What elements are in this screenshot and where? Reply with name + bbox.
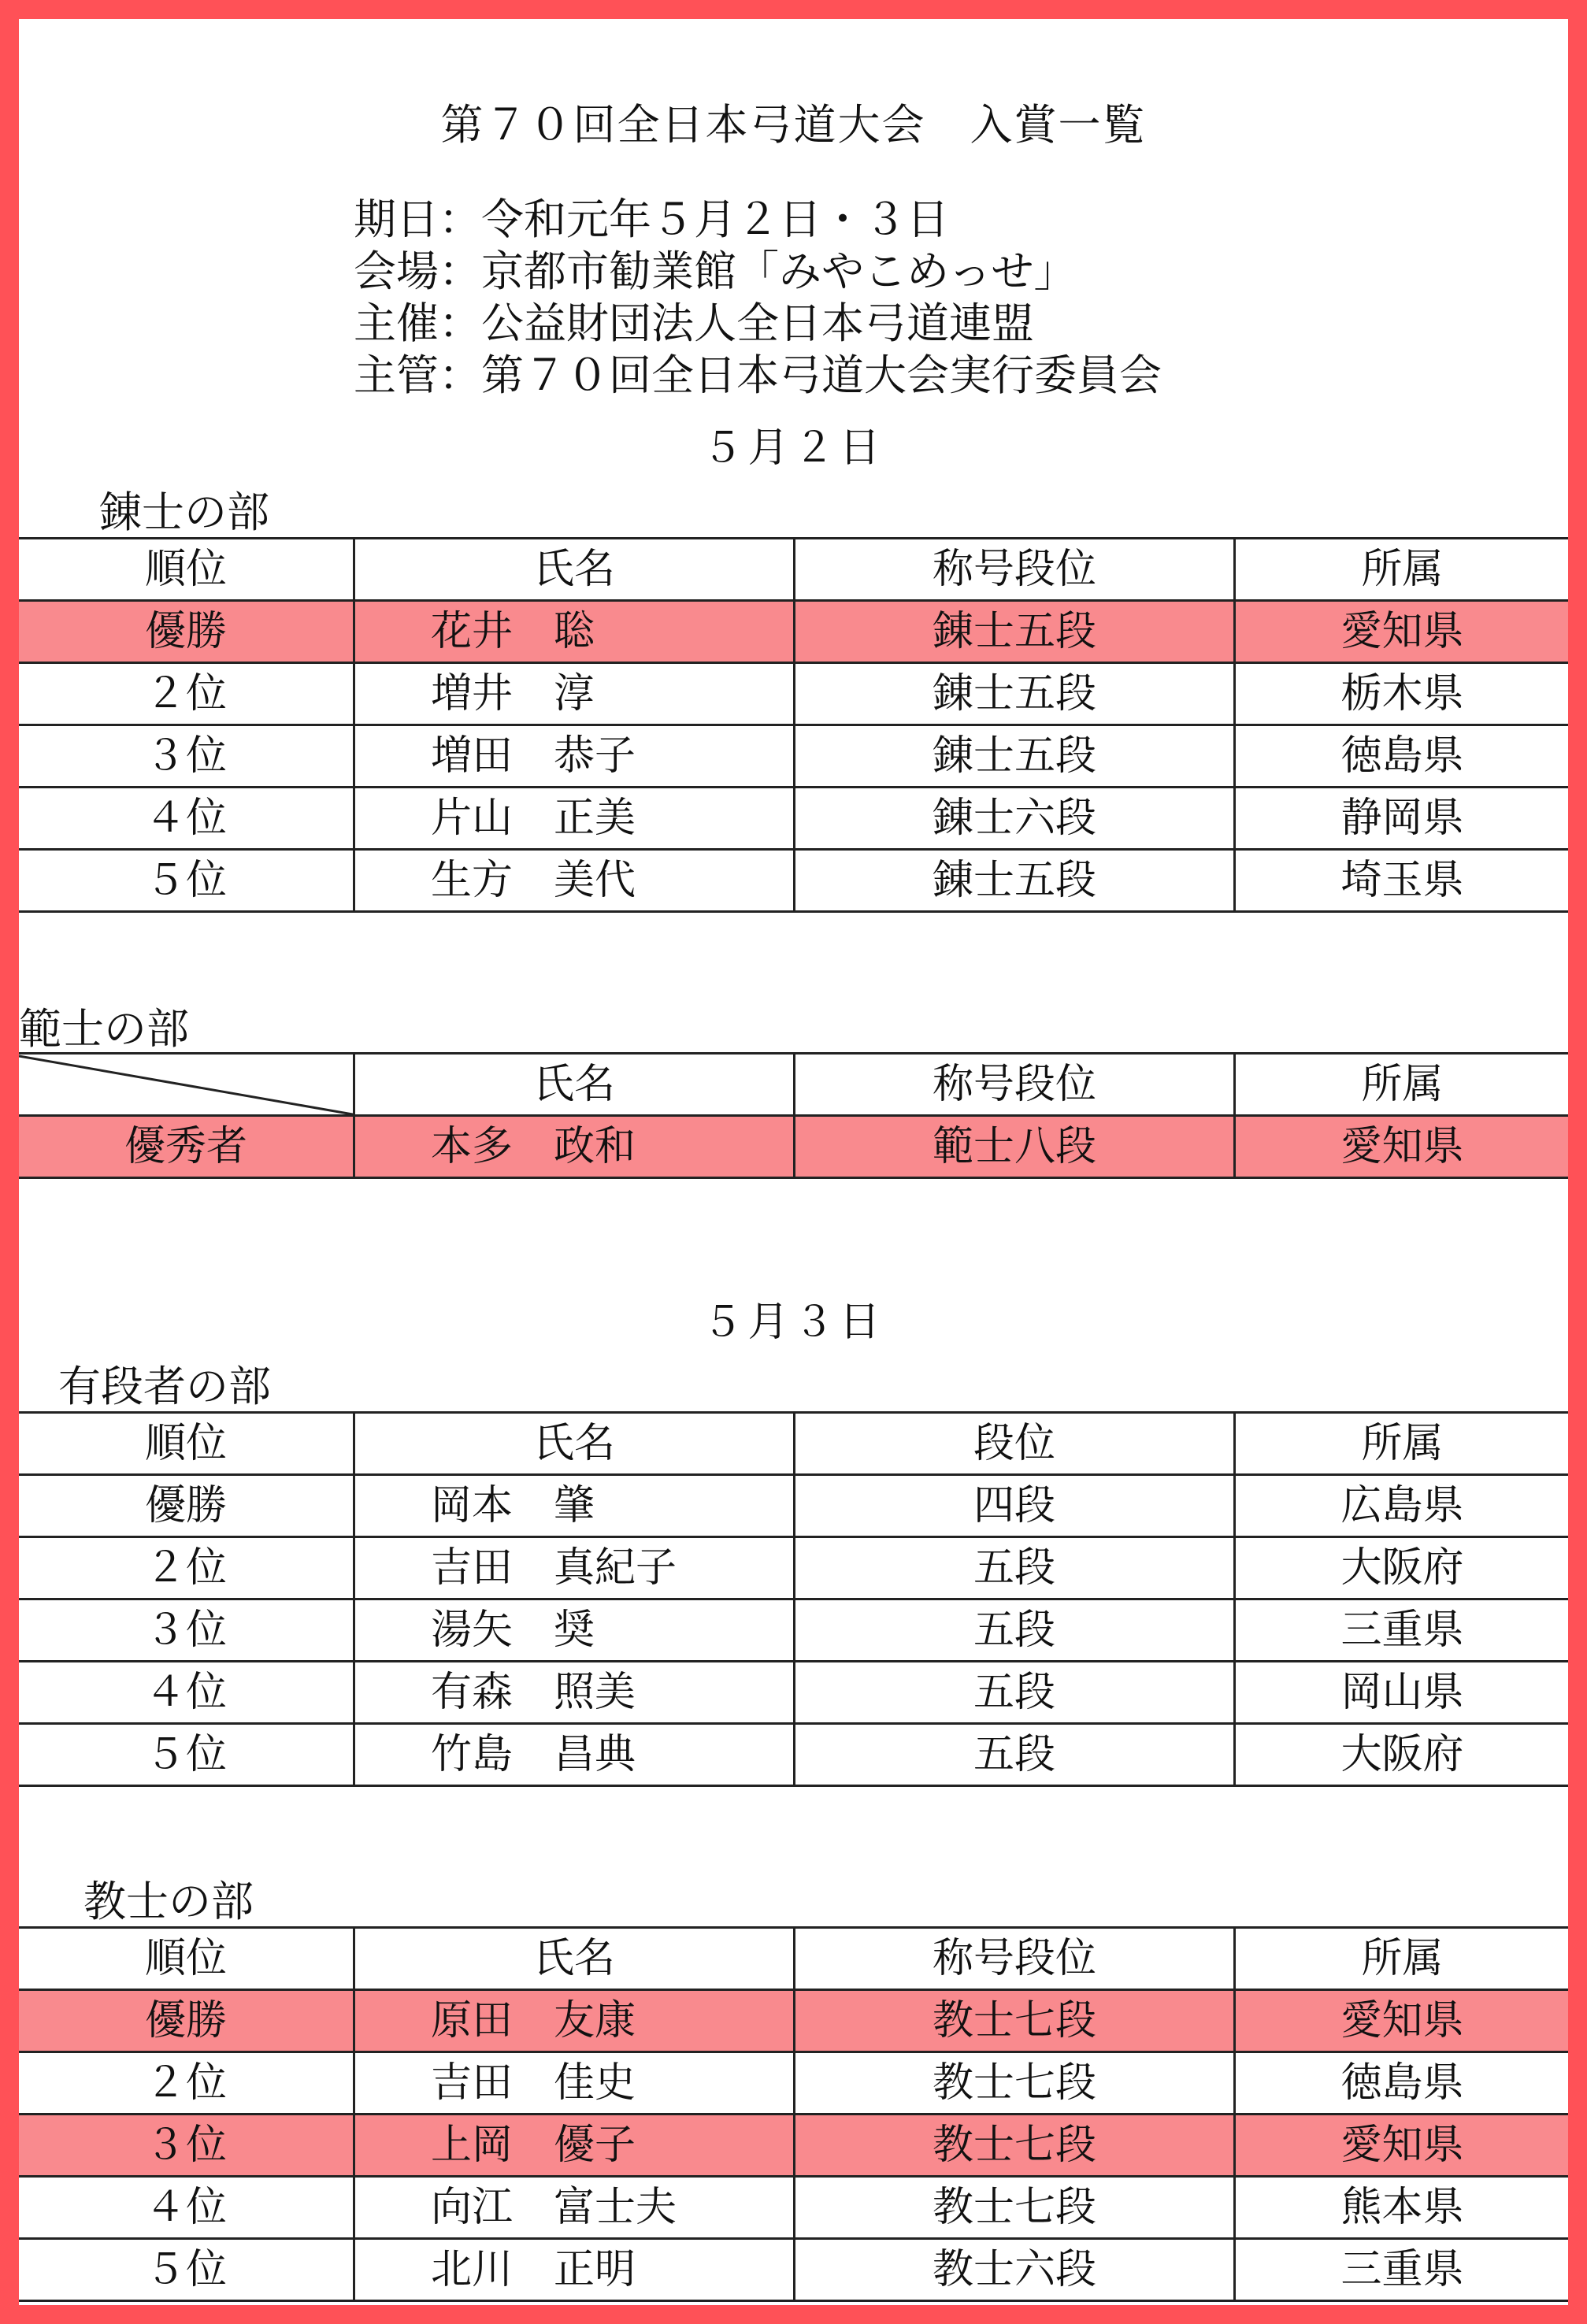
pref-cell: 広島県 [1235,1475,1569,1537]
event-organizer-line: 主管：第７０回全日本弓道大会実行委員会 [354,350,1162,400]
rank-cell: ５位 [19,1724,354,1786]
event-date-line: 期日：令和元年５月２日・３日 [354,195,949,244]
grade-cell: 錬士五段 [795,601,1235,663]
rank-cell: ３位 [19,725,354,788]
pref-cell: 大阪府 [1235,1724,1569,1786]
table-row [19,1116,1568,1178]
yudansha-results-table [19,1411,1568,1787]
hanshi-section-label: 範士の部 [19,1004,189,1054]
table-row [19,1599,1568,1662]
day2-date: ５月３日 [702,1299,885,1346]
table-row [19,663,1568,725]
table-row [19,2177,1568,2239]
header-rank: 順位 [19,539,354,601]
renshi-results-table [19,537,1568,913]
table-header-row [19,1413,1568,1475]
document-sheet [19,19,1568,2305]
grade-cell: 五段 [795,1724,1235,1786]
grade-cell: 教士七段 [795,1990,1235,2052]
table-row [19,2115,1568,2177]
name-cell: 生方 美代 [354,850,795,912]
name-cell: 花井 聡 [354,601,795,663]
grade-cell: 範士八段 [795,1116,1235,1178]
table-row [19,1662,1568,1724]
header-pref: 所属 [1235,1054,1569,1116]
grade-cell: 教士六段 [795,2239,1235,2301]
pref-cell: 愛知県 [1235,1990,1569,2052]
day1-date: ５月２日 [702,424,885,472]
header-pref: 所属 [1235,539,1569,601]
rank-cell: 優勝 [19,1990,354,2052]
table-header-row [19,539,1568,601]
header-name: 氏名 [354,1054,795,1116]
rank-cell: ２位 [19,1537,354,1599]
rank-cell: ４位 [19,1662,354,1724]
table-row [19,1990,1568,2052]
kyoshi-section-label: 教士の部 [83,1877,254,1926]
pref-cell: 熊本県 [1235,2177,1569,2239]
table-row [19,1475,1568,1537]
name-cell: 片山 正美 [354,788,795,850]
rank-cell: ２位 [19,2052,354,2115]
page-title: 第７０回全日本弓道大会 入賞一覧 [440,100,1147,150]
header-name: 氏名 [354,1928,795,1990]
table-row [19,850,1568,912]
name-cell: 増井 淳 [354,663,795,725]
name-cell: 湯矢 奨 [354,1599,795,1662]
table-row [19,2052,1568,2115]
yudansha-section-label: 有段者の部 [58,1362,271,1411]
pref-cell: 愛知県 [1235,1116,1569,1178]
table-header-row [19,1054,1568,1116]
rank-cell: 優勝 [19,1475,354,1537]
header-pref: 所属 [1235,1413,1569,1475]
grade-cell: 錬士六段 [795,788,1235,850]
rank-cell: ４位 [19,2177,354,2239]
name-cell: 竹島 昌典 [354,1724,795,1786]
table-row [19,601,1568,663]
name-cell: 上岡 優子 [354,2115,795,2177]
table-row [19,1724,1568,1786]
pref-cell: 大阪府 [1235,1537,1569,1599]
diagonal-line-icon [19,1055,353,1114]
grade-cell: 錬士五段 [795,850,1235,912]
header-rank: 順位 [19,1928,354,1990]
event-host-line: 主催：公益財団法人全日本弓道連盟 [354,298,1034,348]
rank-cell: ５位 [19,850,354,912]
rank-cell: ３位 [19,2115,354,2177]
grade-cell: 五段 [795,1662,1235,1724]
name-cell: 増田 恭子 [354,725,795,788]
header-grade: 段位 [795,1413,1235,1475]
kyoshi-results-table [19,1926,1568,2302]
name-cell: 本多 政和 [354,1116,795,1178]
table-row [19,1537,1568,1599]
header-name: 氏名 [354,1413,795,1475]
header-grade: 称号段位 [795,1928,1235,1990]
name-cell: 岡本 肇 [354,1475,795,1537]
grade-cell: 錬士五段 [795,725,1235,788]
rank-cell: ３位 [19,1599,354,1662]
pref-cell: 静岡県 [1235,788,1569,850]
header-grade: 称号段位 [795,539,1235,601]
header-diagonal-cell [19,1054,354,1116]
table-row [19,788,1568,850]
name-cell: 北川 正明 [354,2239,795,2301]
grade-cell: 教士七段 [795,2177,1235,2239]
hanshi-results-table [19,1052,1568,1179]
pref-cell: 栃木県 [1235,663,1569,725]
header-name: 氏名 [354,539,795,601]
rank-cell: 優秀者 [19,1116,354,1178]
name-cell: 原田 友康 [354,1990,795,2052]
pref-cell: 三重県 [1235,1599,1569,1662]
pref-cell: 徳島県 [1235,725,1569,788]
table-row [19,2239,1568,2301]
header-rank: 順位 [19,1413,354,1475]
pref-cell: 愛知県 [1235,601,1569,663]
grade-cell: 五段 [795,1599,1235,1662]
pref-cell: 三重県 [1235,2239,1569,2301]
name-cell: 吉田 佳史 [354,2052,795,2115]
pref-cell: 埼玉県 [1235,850,1569,912]
table-header-row [19,1928,1568,1990]
grade-cell: 五段 [795,1537,1235,1599]
header-grade: 称号段位 [795,1054,1235,1116]
name-cell: 有森 照美 [354,1662,795,1724]
rank-cell: 優勝 [19,601,354,663]
name-cell: 向江 富士夫 [354,2177,795,2239]
rank-cell: ４位 [19,788,354,850]
pref-cell: 岡山県 [1235,1662,1569,1724]
table-row [19,725,1568,788]
event-venue-line: 会場：京都市勧業館「みやこめっせ」 [354,246,1077,296]
rank-cell: ５位 [19,2239,354,2301]
renshi-section-label: 錬士の部 [99,487,269,537]
grade-cell: 四段 [795,1475,1235,1537]
header-pref: 所属 [1235,1928,1569,1990]
rank-cell: ２位 [19,663,354,725]
grade-cell: 教士七段 [795,2115,1235,2177]
name-cell: 吉田 真紀子 [354,1537,795,1599]
grade-cell: 錬士五段 [795,663,1235,725]
pref-cell: 徳島県 [1235,2052,1569,2115]
pref-cell: 愛知県 [1235,2115,1569,2177]
event-info [354,194,1162,402]
grade-cell: 教士七段 [795,2052,1235,2115]
